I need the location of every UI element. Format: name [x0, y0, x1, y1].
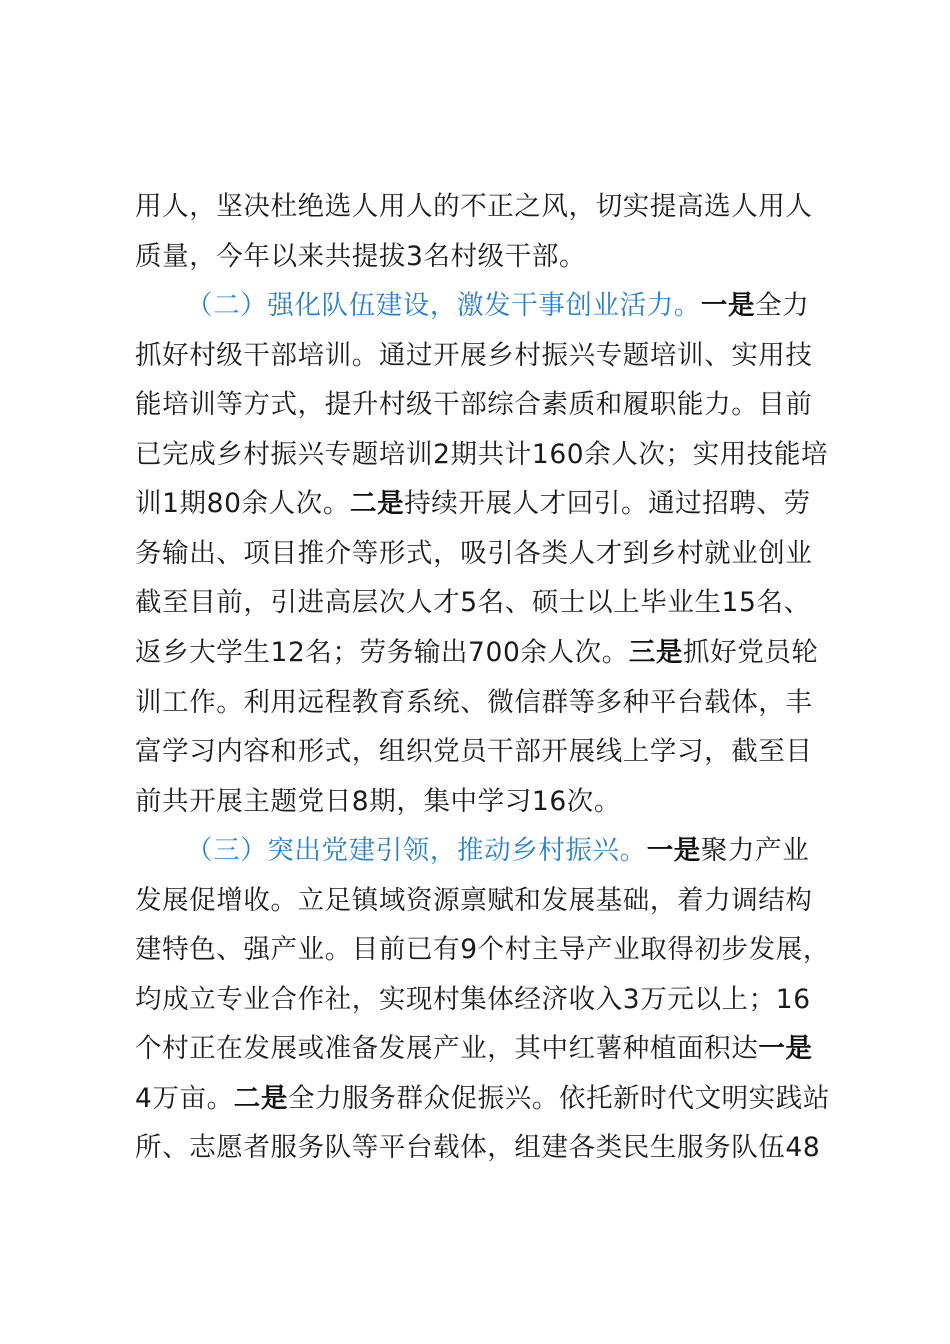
text-line [135, 578, 811, 628]
body-text: 截至目前，引进高层次人才5名、硕士以上毕业生15名、 [135, 587, 811, 619]
body-text: 返乡大学生12名；劳务输出700余人次。 [135, 636, 629, 668]
section-heading: （三）突出党建引领，推动乡村振兴。 [186, 835, 647, 867]
body-text: 持续开展人才回引。通过招聘、劳 [404, 488, 811, 520]
text-line [135, 380, 813, 430]
section-heading: （二）强化队伍建设，激发干事创业活力。 [186, 290, 701, 322]
text-line [186, 826, 809, 876]
body-text: 全力 [755, 290, 810, 322]
body-text: 务输出、项目推介等形式，吸引各类人才到乡村就业创业 [135, 537, 813, 569]
body-text: 全力服务群众促振兴。依托新时代文明实践站 [287, 1082, 830, 1114]
body-text: 抓好党员轮 [683, 636, 819, 668]
text-line [135, 331, 813, 381]
body-text: 训1期80余人次。 [135, 488, 350, 520]
body-text: 能培训等方式，提升村级干部综合素质和履职能力。目前 [135, 389, 813, 421]
body-text: 所、志愿者服务队等平台载体，组建各类民生服务队伍48 [135, 1132, 821, 1164]
text-line [135, 182, 813, 232]
text-line [135, 727, 813, 777]
text-line [135, 925, 830, 975]
body-text: 个村正在发展或准备发展产业，其中红薯种植面积达 [135, 1033, 759, 1065]
body-text: 前共开展主题党日8期，集中学习16次。 [135, 785, 621, 817]
text-line [135, 628, 819, 678]
text-line [135, 430, 828, 480]
text-line [135, 1123, 820, 1173]
bold-marker: 三是 [628, 636, 684, 668]
bold-marker: 一是 [646, 835, 701, 867]
body-text: 已完成乡村振兴专题培训2期共计160余人次；实用技能培 [135, 438, 829, 470]
text-line [186, 281, 809, 331]
body-text: 建特色、强产业。目前已有9个村主导产业取得初步发展， [135, 934, 830, 966]
body-text: 发展促增收。立足镇域资源禀赋和发展基础，着力调结构 [135, 884, 813, 916]
text-line [135, 975, 811, 1025]
text-line [135, 1074, 830, 1124]
text-line [135, 777, 621, 827]
body-text: 质量，今年以来共提拔3名村级干部。 [135, 240, 587, 272]
body-text: 抓好村级干部培训。通过开展乡村振兴专题培训、实用技 [135, 339, 813, 371]
body-text: 均成立专业合作社，实现村集体经济收入3万元以上；16 [135, 983, 811, 1015]
body-text: 4万亩。 [135, 1082, 234, 1114]
text-line [135, 876, 813, 926]
body-text: 富学习内容和形式，组织党员干部开展线上学习，截至目 [135, 736, 813, 768]
text-line [135, 479, 811, 529]
body-text: 训工作。利用远程教育系统、微信群等多种平台载体，丰 [135, 686, 813, 718]
text-line [135, 529, 813, 579]
bold-marker: 二是 [233, 1082, 288, 1114]
bold-marker: 一是 [758, 1033, 813, 1065]
text-line [135, 1024, 813, 1074]
bold-marker: 二是 [349, 488, 405, 520]
text-line [135, 678, 813, 728]
body-text: 用人，坚决杜绝选人用人的不正之风，切实提高选人用人 [135, 191, 813, 222]
body-text: 聚力产业 [700, 835, 810, 867]
bold-marker: 一是 [700, 290, 756, 322]
text-line [135, 232, 586, 282]
